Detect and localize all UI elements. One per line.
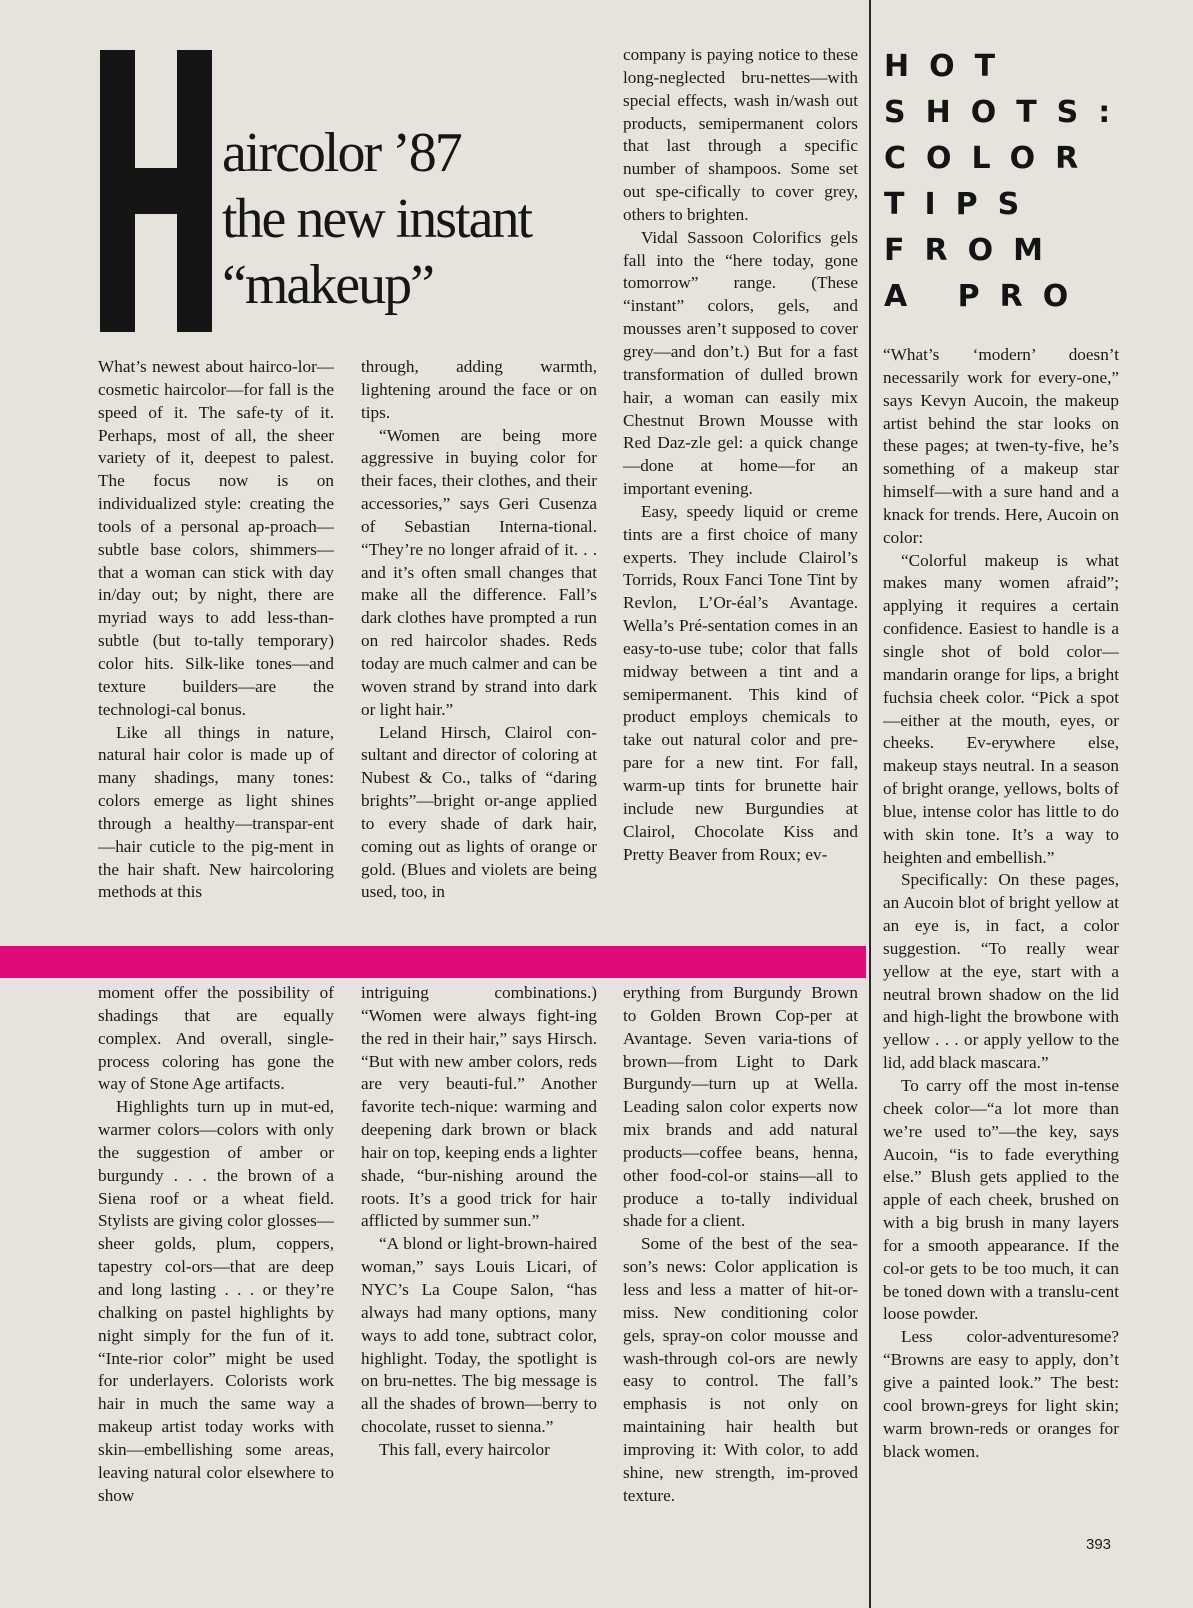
paragraph: To carry off the most in-tense cheek color—“a lot more than we’re used to”—the key, says Aucoin, “is to fade everything else.” Blush gets applied to the apple of each cheek, brushed on with a big brush in many layers for a smooth appearance. If the col-or gets to be too much, it can be toned down with a translu-cent loose powder. [883, 1076, 1119, 1324]
paragraph: What’s newest about hairco-lor—cosmetic haircolor—for fall is the speed of it. The safe-ty of it. Perhaps, most of all, the sheer variety of it, deepest to palest. The focus now is on individualized style: creating the tools of a personal ap-proach—subtle base colors, shimmers—that a woman can stick with day in/day out; by night, there are myriad ways to add less-than-subtle (but to-tally temporary) color hits. Silk-like tones—and texture builders—are the technologi-cal bonus. [98, 357, 334, 719]
paragraph: Leland Hirsch, Clairol con-sultant and director of coloring at Nubest & Co., talks of “daring brights”—bright or-ange applied to every shade of dark hair, coming out as lights of orange or gold. (Blues and violets are being used, too, in [361, 722, 597, 902]
sidebar-title-line: FROM [884, 233, 1063, 268]
paragraph: This fall, every haircolor [379, 1439, 550, 1459]
page-number: 393 [1086, 1536, 1112, 1553]
sidebar-divider [869, 0, 871, 1608]
paragraph: erything from Burgundy Brown to Golden Brown Cop-per at Avantage. Seven varia-tions of brown—from Light to Dark Burgundy—turn up at Wella. Leading salon color experts now mix brands and add natural products—coffee beans, henna, other food-col-or stains—all to produce a to-tally individual shade for a client. [623, 983, 858, 1231]
drop-initial-right-stroke [177, 50, 212, 332]
paragraph: moment offer the possibility of shadings that are equally complex. And overall, single-process coloring has gone the way of Stone Age artifacts. [98, 983, 334, 1094]
paragraph: “What’s ‘modern’ doesn’t necessarily work for every-one,” says Kevyn Aucoin, the makeup artist behind the star looks on these pages; at twen-ty-five, he’s something of a makeup star himself—with a sure hand and a knack for trends. Here, Aucoin on color: [883, 345, 1119, 547]
column-3-bottom [623, 982, 858, 1538]
drop-initial-crossbar [130, 168, 182, 214]
headline-line-1: aircolor ’87 [222, 122, 461, 184]
headline-line-3: “makeup” [222, 254, 433, 316]
paragraph: Highlights turn up in mut-ed, warmer colors—colors with only the suggestion of amber or burgundy . . . the brown of a Siena roof or a wheat field. Stylists are giving color glosses—sheer golds, plum, coppers, tapestry col-ors—that are deep and long lasting . . . or they’re chalking on pastel highlights by night simply for the fun of it. “Inte-rior color” might be used for underlayers. Colorists work hair in much the same way a makeup artist today works with skin—embellishing some areas, leaving natural color elsewhere to show [98, 1097, 334, 1505]
paragraph: Easy, speedy liquid or creme tints are a first choice of many experts. They include Clairol’s Torrids, Roux Fanci Tone Tint by Revlon, L’Or-éal’s Avantage. Wella’s Pré-sentation comes in an easy-to-use tube; color that falls midway between a tint and a semipermanent. This kind of product employs chemicals to take out natural color and pre-pare for a new tint. For fall, warm-up tints for brunette hair include new Burgundies at Clairol, Chocolate Kiss and Pretty Beaver from Roux; ev- [623, 501, 858, 864]
paragraph: Some of the best of the sea-son’s news: Color application is less and less a matter of hit-or-miss. New conditioning color gels, spray-on color mousse and wash-through col-ors are newly easy to control. The fall’s emphasis is not only on maintaining hair health but improving it: With color, to add shine, new strength, im-proved texture. [623, 1234, 858, 1505]
sidebar-title-line: HOT [884, 49, 1016, 84]
paragraph: company is paying notice to these long-neglected bru-nettes—with special effects, wash in/wash out products, semipermanent colors that last through a specific number of shampoos. Some set out spe-cifically to cover grey, others to brighten. [623, 45, 858, 224]
sidebar-title-line: COLOR [884, 141, 1099, 176]
sidebar-title-line: SHOTS: [884, 95, 1131, 130]
paragraph: Specifically: On these pages, an Aucoin blot of bright yellow at an eye is, in fact, a color suggestion. “To really wear yellow at the eye, start with a neutral brown shadow on the lid and high-light the browbone with yellow . . . or apply yellow to the lid, add black mascara.” [883, 870, 1119, 1073]
sidebar-title [884, 44, 1174, 320]
column-2-bottom [361, 982, 597, 1538]
sidebar-column [883, 344, 1119, 1534]
headline-line-2: the new instant [222, 188, 532, 250]
paragraph: intriguing combinations.) “Women were always fight-ing the red in their hair,” says Hirsch. “But with new amber colors, reds are very beauti-ful.” Another favorite tech-nique: warming and deepening dark brown or black hair on top, keeping ends a lighter shade, “bur-nishing around the roots. It’s a good trick for hair afflicted by summer sun.” [361, 983, 597, 1231]
column-3-top [623, 44, 858, 934]
column-2-top [361, 356, 597, 934]
paragraph: “Colorful makeup is what makes many women afraid”; applying it requires a certain confidence. Easiest to handle is a single shot of bold color—mandarin orange for lips, a bright fuchsia cheek color. “Pick a spot—either at the mouth, eyes, or cheeks. Ev-erywhere else, makeup stays neutral. In a season of bright orange, yellows, bolts of blue, intense color has little to do with skin tone. It’s a way to heighten and embellish.” [883, 550, 1119, 867]
magenta-band [0, 946, 866, 978]
headline [222, 120, 612, 318]
paragraph: Less color-adventuresome? “Browns are easy to apply, don’t give a painted look.” The best: cool brown-greys for light skin; warm brown-reds or oranges for black women. [883, 1327, 1119, 1461]
paragraph: Like all things in nature, natural hair color is made up of many shadings, many tones: colors emerge as light shines through a healthy—transpar-ent—hair cuticle to the pig-ment in the hair shaft. New haircoloring methods at this [98, 722, 334, 902]
column-1-bottom [98, 982, 334, 1538]
paragraph: Vidal Sassoon Colorifics gels fall into the “here today, gone tomorrow” range. (These “instant” colors, gels, and mousses aren’t supposed to cover grey—and don’t.) But for a fast transformation of dulled brown hair, a woman can easily mix Chestnut Brown Mousse with Red Daz-zle gel: a quick change—done at home—for an important evening. [623, 227, 858, 499]
sidebar-title-line: TIPS [884, 187, 1040, 222]
paragraph: “A blond or light-brown-haired woman,” says Louis Licari, of NYC’s La Coupe Salon, “has always had many options, many ways to add tone, subtract color, highlight. Today, the spotlight is on bru-nettes. The big message is all the shades of brown—berry to chocolate, russet to sienna.” [361, 1234, 597, 1437]
drop-initial-h [100, 50, 212, 332]
sidebar-title-line: A PRO [884, 279, 1089, 314]
paragraph: “Women are being more aggressive in buying color for their faces, their clothes, and their accessories,” says Geri Cusenza of Sebastian Interna-tional. “They’re no longer afraid of it. . . and it’s often small changes that make all the difference. Fall’s dark clothes have prompted a run on red haircolor shades. Reds today are much calmer and can be woven strand by strand into dark or light hair.” [361, 425, 597, 719]
paragraph: through, adding warmth, lightening around the face or on tips. [361, 357, 597, 422]
column-1-top [98, 356, 334, 934]
